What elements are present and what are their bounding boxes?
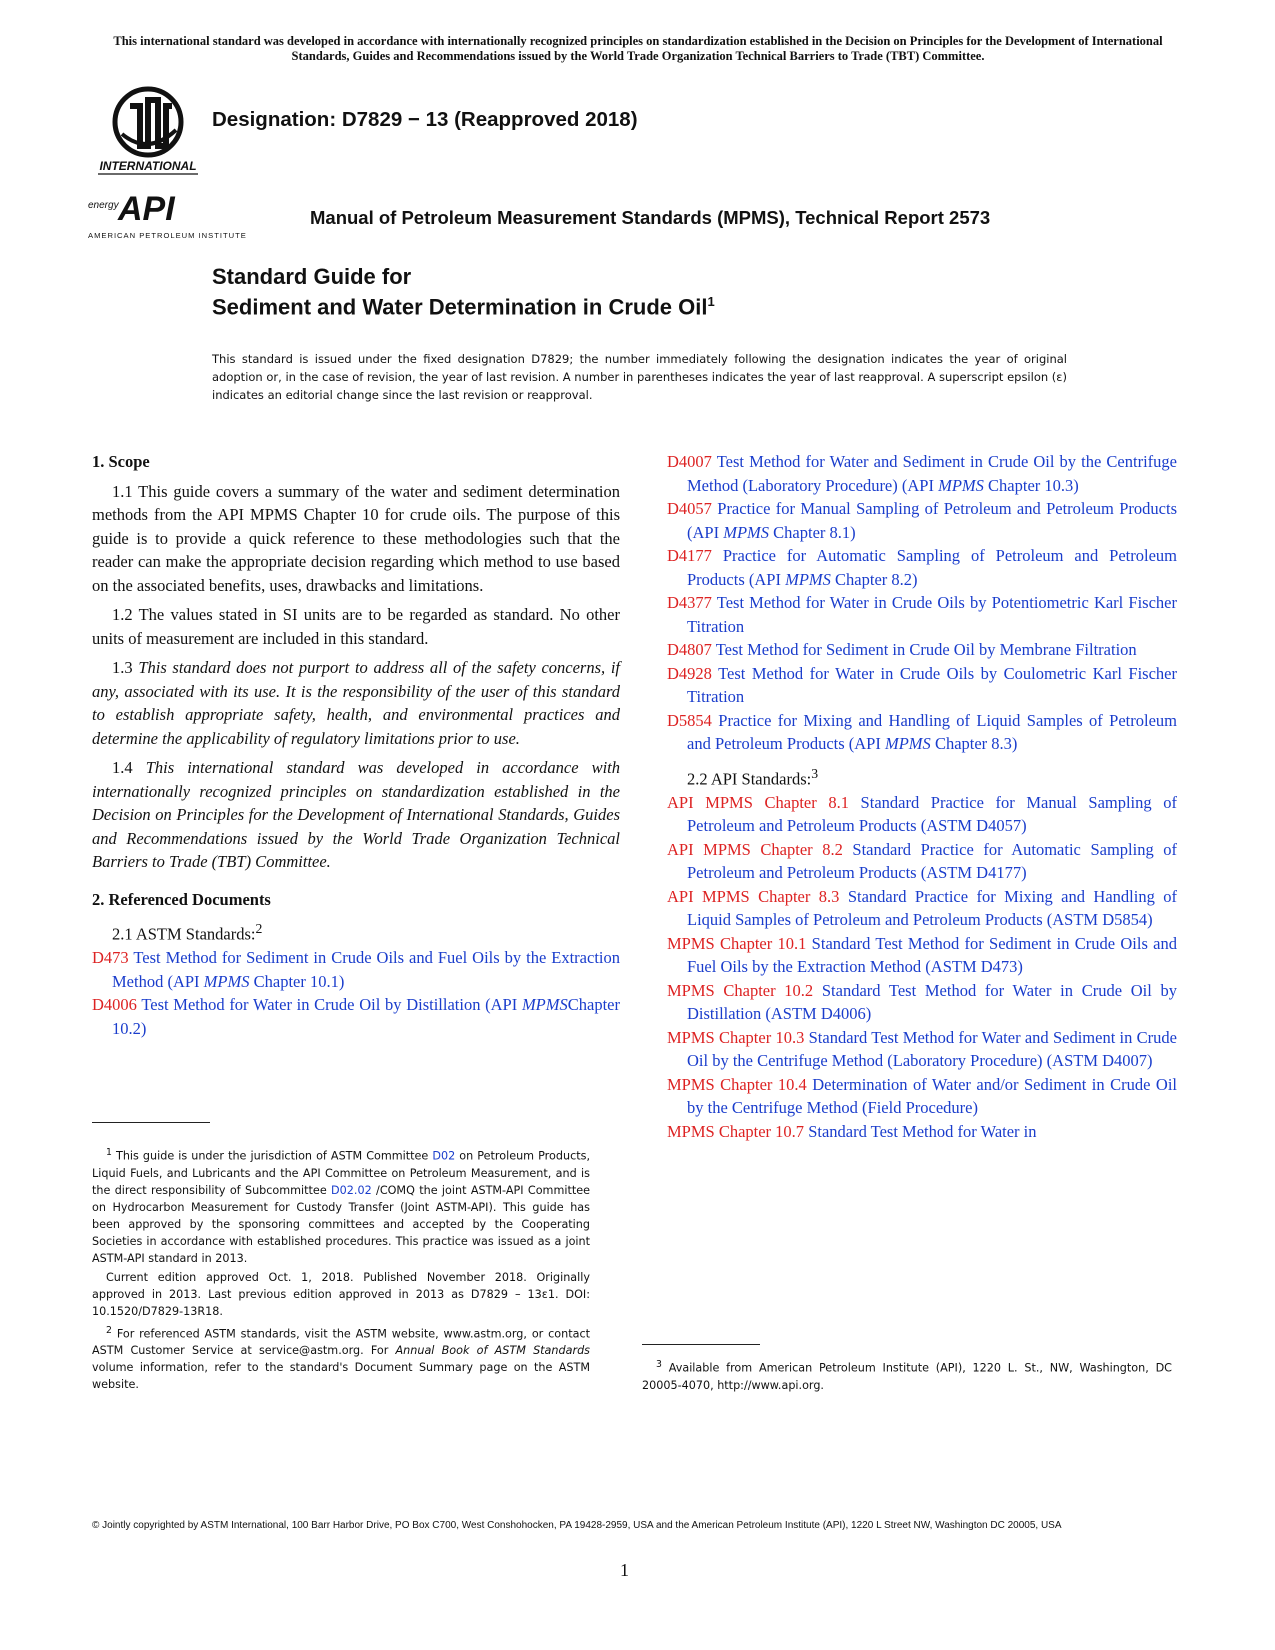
reference-title-link[interactable]: Test Method for Sediment in Crude Oils and Fuel Oils by the Extraction Method (API MPMS Chapter 10.1) xyxy=(112,948,620,991)
issued-note: This standard is issued under the fixed designation D7829; the number immediately following the designation indicates the year of original adoption or, in the case of revision, the year of last revision. A number in parentheses indicates the year of last reapproval. A superscript epsilon (ε) indicates an editorial change since the last revision or reapproval. xyxy=(212,352,1067,402)
reference-title-link[interactable]: Test Method for Water in Crude Oils by Coulometric Karl Fischer Titration xyxy=(687,663,1177,706)
left-column xyxy=(92,450,620,1040)
refdocs-heading: 2. Referenced Documents xyxy=(92,889,271,909)
scope-1-1: 1.1 This guide covers a summary of the water and sediment determination methods from the API MPMS Chapter 10 for crude oils. The purpose of this guide is to provide a quick reference to these methodologies such that the reader can make the appropriate decision regarding which method to use based on the associated benefits, uses, drawbacks and limitations. xyxy=(92,481,620,595)
reference-code-link[interactable]: D4928 xyxy=(667,663,712,683)
astm-reference-list-continued xyxy=(667,450,1177,756)
astm-reference-list xyxy=(92,946,620,1040)
reference-title-link[interactable]: Standard Practice for Mixing and Handling of Liquid Samples of Petroleum and Petroleum Products (ASTM D5854) xyxy=(687,886,1177,929)
reference-title-link[interactable]: Standard Practice for Automatic Sampling of Petroleum and Petroleum Products (ASTM D4177) xyxy=(687,839,1178,882)
footnotes-right xyxy=(642,1356,1172,1396)
footnote-3: $^3$ Available from American Petroleum Institute (API), 1220 L. St., NW, Washington, DC 20005-4070, http://www.api.org. xyxy=(642,1359,1172,1392)
reference-item[interactable] xyxy=(667,497,1177,544)
reference-item[interactable] xyxy=(667,638,1177,662)
reference-item[interactable] xyxy=(92,946,620,993)
reference-item[interactable] xyxy=(667,450,1177,497)
reference-item[interactable] xyxy=(667,791,1177,838)
mpms-title: Manual of Petroleum Measurement Standards (MPMS), Technical Report 2573 xyxy=(310,207,991,228)
scope-heading: 1. Scope xyxy=(92,452,150,471)
api-logo-mark: API xyxy=(118,190,175,228)
footnote-rule-right xyxy=(642,1344,760,1345)
footnote-edition: Current edition approved Oct. 1, 2018. Published November 2018. Originally approved in 2013. Last previous edition approved in 2013 as D7829 – 13ε1. DOI: 10.1520/D7829-13R18. xyxy=(92,1270,590,1318)
reference-item[interactable] xyxy=(92,993,620,1040)
reference-item[interactable] xyxy=(667,979,1177,1026)
scope-1-3: 1.3 This standard does not purport to address all of the safety concerns, if any, associated with its use. It is the responsibility of the user of this standard to establish appropriate safety, health, and environmental practices and determine the applicability of regulatory limitations prior to use. xyxy=(92,658,620,748)
page-number: 1 xyxy=(620,1560,629,1580)
reference-code-link[interactable]: D4057 xyxy=(667,499,712,518)
astm-logo-icon xyxy=(92,86,204,182)
astm-standards-subhead: 2.1 ASTM Standards:$^2$ xyxy=(112,921,263,944)
designation: Designation: D7829 − 13 (Reapproved 2018) xyxy=(212,108,638,131)
reference-title-link[interactable]: Determination of Water and/or Sediment in Crude Oil by the Centrifuge Method (Field Procedure) xyxy=(687,1074,1177,1117)
footnote-2: $^2$ For referenced ASTM standards, visit the ASTM website, www.astm.org, or contact ASTM Customer Service at service@astm.org. For Annual Book of ASTM Standards volume information, refer to the standard's Document Summary page on the ASTM website. xyxy=(92,1324,591,1392)
footnote-rule-left xyxy=(92,1122,210,1123)
reference-code-link[interactable]: API MPMS Chapter 8.3 xyxy=(667,886,840,906)
guide-title-line1: Standard Guide for xyxy=(212,264,412,289)
scope-1-2: 1.2 The values stated in SI units are to be regarded as standard. No other units of measurement are included in this standard. xyxy=(92,605,620,648)
astm-logo-text: INTERNATIONAL xyxy=(99,159,197,173)
scope-1-4: 1.4 This international standard was developed in accordance with internationally recognized principles on standardization established in the Decision on Principles for the Development of International Standards, Guides and Recommendations issued by the World Trade Organization Technical Barriers to Trade (TBT) Committee. xyxy=(92,758,621,871)
reference-code-link[interactable]: API MPMS Chapter 8.1 xyxy=(667,792,849,812)
reference-title-link[interactable]: Practice for Automatic Sampling of Petroleum and Petroleum Products (API MPMS Chapter 8.2) xyxy=(687,546,1177,589)
reference-code-link[interactable]: MPMS Chapter 10.1 xyxy=(667,933,807,953)
footnote-ref-1[interactable]: 1 xyxy=(707,294,715,309)
reference-title-link[interactable]: Test Method for Water in Crude Oils by Potentiometric Karl Fischer Titration xyxy=(687,593,1177,636)
reference-title-link[interactable]: Standard Test Method for Water in xyxy=(804,1121,1037,1141)
reference-code-link[interactable]: D5854 xyxy=(667,710,712,730)
guide-title-line2: Sediment and Water Determination in Crude Oil$^1$ xyxy=(212,294,715,320)
copyright-notice: © Jointly copyrighted by ASTM International, 100 Barr Harbor Drive, PO Box C700, West Conshohocken, PA 19428-2959, USA and the American Petroleum Institute (API), 1220 L Street NW, Washington DC 20005, USA xyxy=(92,1520,1062,1531)
reference-title-link[interactable]: Test Method for Sediment in Crude Oil by Membrane Filtration xyxy=(711,640,1137,659)
reference-title-link[interactable]: Practice for Manual Sampling of Petroleum and Petroleum Products (API MPMS Chapter 8.1) xyxy=(687,499,1177,542)
footnote-1: $^1$ This guide is under the jurisdiction of ASTM Committee D02 on Petroleum Products, Liquid Fuels, and Lubricants and the API Committee on Petroleum Measurement, and is the direct responsibility of Subcommittee D02.02 /COMQ the joint ASTM-API Committee on Hydrocarbon Measurement for Custody Transfer (Joint ASTM-API). This guide has been approved by the sponsoring committees and accepted by the Cooperating Societies in accordance with established procedures. This practice was issued as a joint ASTM-API standard in 2013. xyxy=(92,1147,590,1265)
reference-code-link[interactable]: D4006 xyxy=(92,995,137,1014)
reference-item[interactable] xyxy=(667,1073,1177,1120)
api-reference-list xyxy=(667,791,1177,1144)
reference-item[interactable] xyxy=(667,591,1177,638)
reference-item[interactable] xyxy=(667,709,1177,756)
top-notice: This international standard was developed in accordance with internationally recognized principles on standardization established in the Decision on Principles for the Development of International Standards, Guides and Recommendations issued by the World Trade Organization Technical Barriers to Trade (TBT) Committee. xyxy=(113,34,1163,63)
reference-item[interactable] xyxy=(667,1026,1177,1073)
reference-code-link[interactable]: MPMS Chapter 10.2 xyxy=(667,980,814,1000)
committee-link[interactable]: D02 xyxy=(432,1149,456,1163)
reference-title-link[interactable]: Practice for Mixing and Handling of Liquid Samples of Petroleum and Petroleum Products (API MPMS Chapter 8.3) xyxy=(687,710,1177,753)
reference-code-link[interactable]: D4807 xyxy=(667,640,712,659)
reference-code-link[interactable]: D473 xyxy=(92,948,129,967)
subcommittee-link[interactable]: D02.02 xyxy=(331,1183,372,1197)
reference-code-link[interactable]: D4377 xyxy=(667,593,712,612)
reference-title-link[interactable]: Standard Practice for Manual Sampling of Petroleum and Petroleum Products (ASTM D4057) xyxy=(687,792,1177,835)
reference-item[interactable] xyxy=(667,1120,1177,1144)
reference-code-link[interactable]: MPMS Chapter 10.7 xyxy=(667,1121,805,1141)
reference-item[interactable] xyxy=(667,662,1177,709)
reference-code-link[interactable]: D4177 xyxy=(667,546,712,565)
reference-title-link[interactable]: Test Method for Water in Crude Oil by Distillation (API MPMSChapter 10.2) xyxy=(112,995,620,1038)
footnotes-left xyxy=(92,1144,590,1395)
reference-title-link[interactable]: Standard Test Method for Sediment in Crude Oils and Fuel Oils by the Extraction Method (ASTM D473) xyxy=(687,933,1177,976)
api-logo-caption: AMERICAN PETROLEUM INSTITUTE xyxy=(88,231,247,240)
api-logo-icon xyxy=(88,188,308,246)
reference-code-link[interactable]: MPMS Chapter 10.3 xyxy=(667,1027,805,1047)
reference-code-link[interactable]: API MPMS Chapter 8.2 xyxy=(667,839,843,859)
reference-item[interactable] xyxy=(667,838,1177,885)
right-column xyxy=(667,450,1177,1143)
reference-code-link[interactable]: D4007 xyxy=(667,452,712,471)
reference-item[interactable] xyxy=(667,932,1177,979)
api-logo-prefix: energy xyxy=(88,200,119,211)
reference-title-link[interactable]: Standard Test Method for Water and Sediment in Crude Oil by the Centrifuge Method (Laboratory Procedure) (ASTM D4007) xyxy=(687,1027,1177,1070)
reference-code-link[interactable]: MPMS Chapter 10.4 xyxy=(667,1074,807,1094)
api-standards-subhead: 2.2 API Standards:$^3$ xyxy=(687,765,819,788)
reference-title-link[interactable]: Test Method for Water and Sediment in Crude Oil by the Centrifuge Method (Laboratory Procedure) (API MPMS Chapter 10.3) xyxy=(687,452,1177,495)
reference-item[interactable] xyxy=(667,544,1177,591)
reference-title-link[interactable]: Standard Test Method for Water in Crude Oil by Distillation (ASTM D4006) xyxy=(687,980,1177,1023)
reference-item[interactable] xyxy=(667,885,1177,932)
